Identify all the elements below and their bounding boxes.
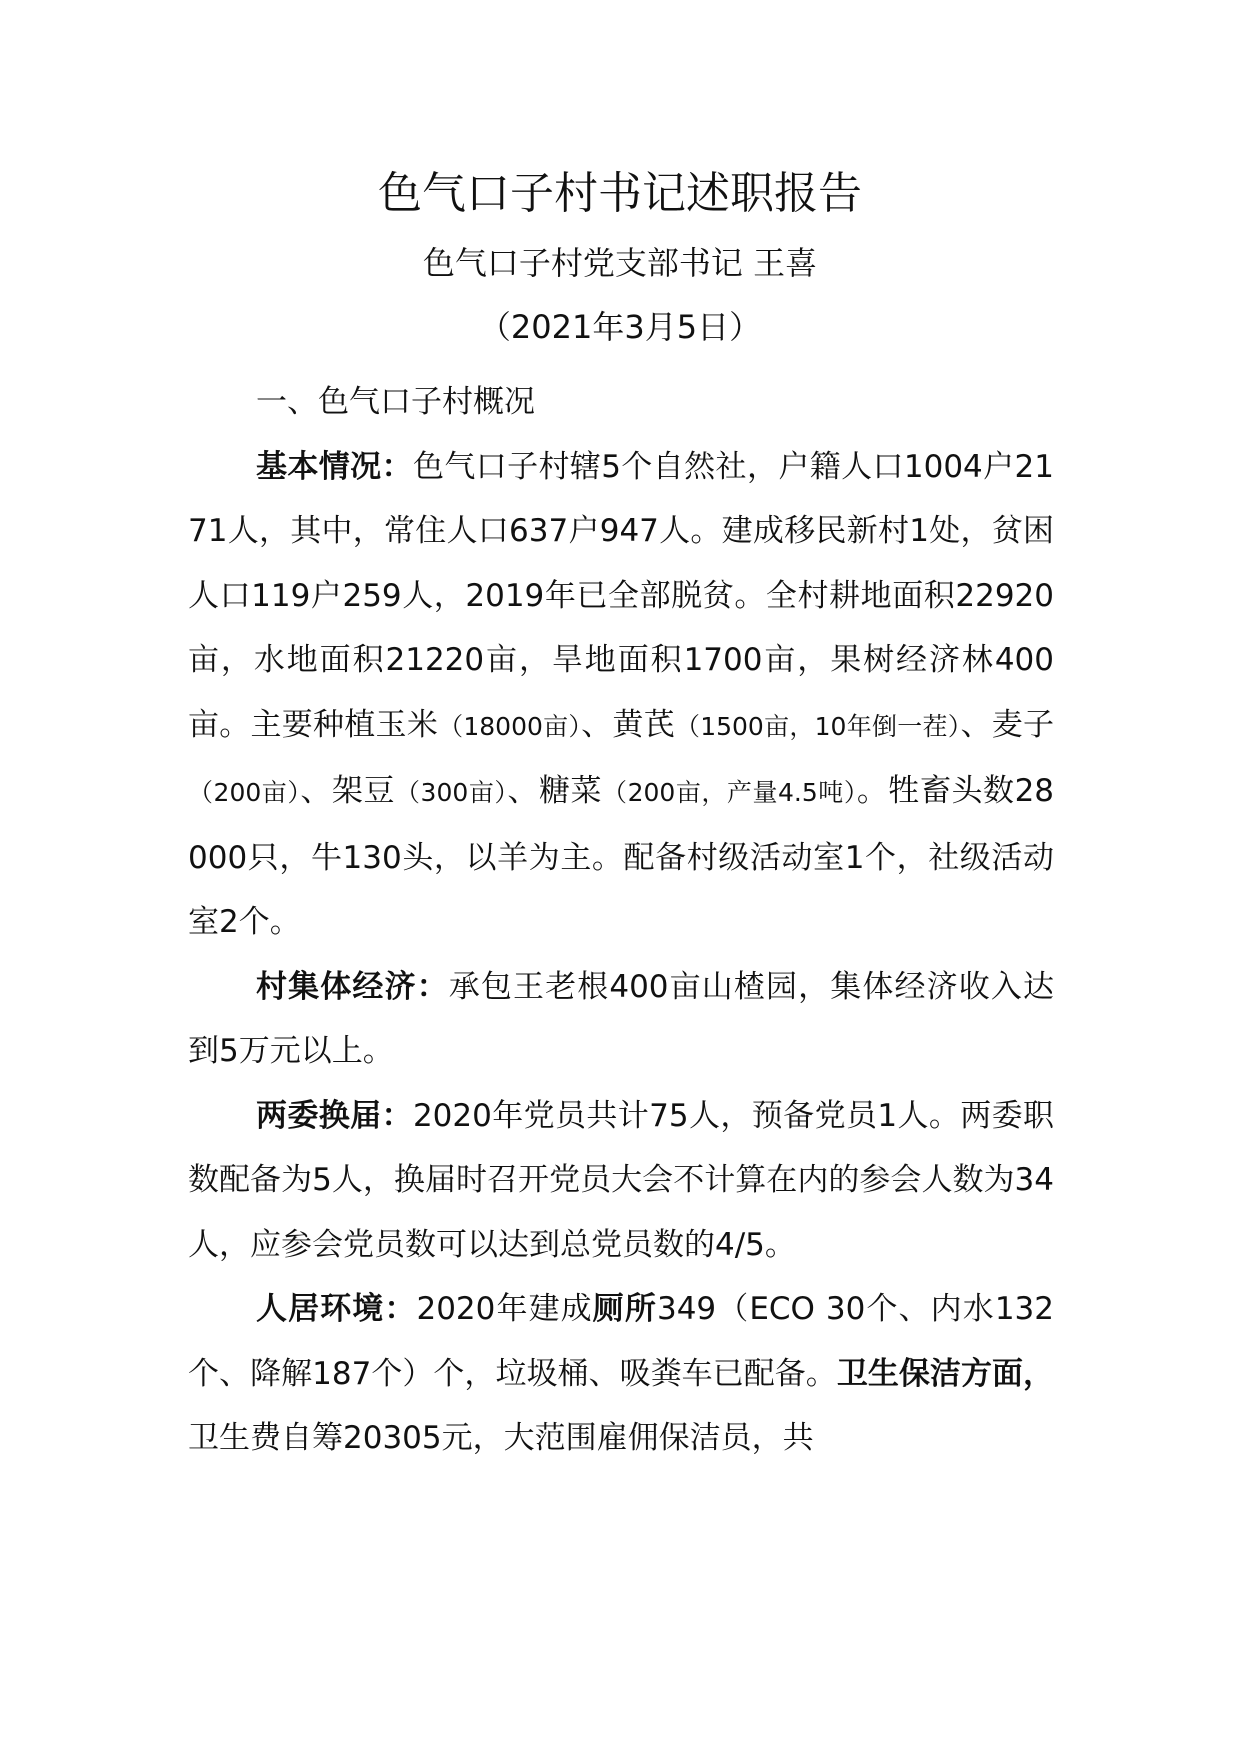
paragraph-emphasis: 卫生保洁方面，: [836, 1355, 1055, 1392]
paragraph-text: 卫生费自筹20305元，大范围雇佣保洁员，共: [188, 1420, 814, 1456]
paragraph-text: 2020年党员共计75人，预备党员1人。两委职数配备为5人，换届时召开党员大会不计算在内的参会人数为34人，应参会党员数可以达到总党员数的4/5。: [188, 1097, 1055, 1263]
paragraph-note: （18000亩）: [438, 711, 582, 741]
paragraph-label: 基本情况：: [256, 448, 413, 485]
paragraph-text: 2020年建成: [416, 1291, 593, 1327]
paragraph-emphasis: 厕所: [592, 1291, 657, 1327]
paragraph-note: （300亩）: [395, 778, 508, 807]
document-author: 色气口子村党支部书记 王喜: [422, 244, 818, 282]
paragraph-text: 、糖菜: [507, 773, 603, 809]
paragraph-note: （200亩，产量4.5吨）: [602, 778, 857, 807]
paragraph-text: 。牲畜头数28000只，牛130头，以羊为主。配备村级活动室1个，社级活动室2个。: [188, 773, 1055, 940]
paragraph-election: [188, 1084, 1054, 1278]
paragraph-text: 、麦子: [960, 706, 1055, 743]
section-heading: 一、色气口子村概况: [256, 384, 535, 420]
paragraph-text: 色气口子村辖5个自然社，户籍人口1004户2171人，其中，常住人口637户947人。建成移民新村1处，贫困人口119户259人，2019年已全部脱贫。全村耕地面积22920亩，水地面积21220亩，旱地面积1700亩，果树经济林400亩。主要种植玉米: [188, 448, 1055, 743]
paragraph-label: 两委换届：: [256, 1097, 413, 1134]
paragraph-label: 人居环境：: [256, 1291, 417, 1327]
paragraph-text: 、黄芪: [581, 706, 675, 743]
document-title: 色气口子村书记述职报告: [378, 168, 862, 219]
paragraph-note: （1500亩，10年倒一茬）: [674, 711, 961, 741]
paragraph-basic-info: [188, 435, 1054, 955]
paragraph-living-environment: [188, 1277, 1054, 1471]
document-date: （2021年3月5日）: [478, 308, 762, 346]
paragraph-text: 、架豆: [300, 773, 396, 809]
paragraph-label: 村集体经济：: [256, 968, 449, 1005]
paragraph-text: 承包王老根400亩山楂园，集体经济收入达到5万元以上。: [188, 968, 1055, 1069]
document-body: [188, 370, 1054, 1471]
paragraph-collective-economy: [188, 955, 1054, 1084]
paragraph-text: 349（ECO 30个、内水132个、降解187个）个，垃圾桶、吸粪车已配备。: [188, 1291, 1055, 1392]
paragraph-note: （200亩）: [188, 778, 301, 807]
